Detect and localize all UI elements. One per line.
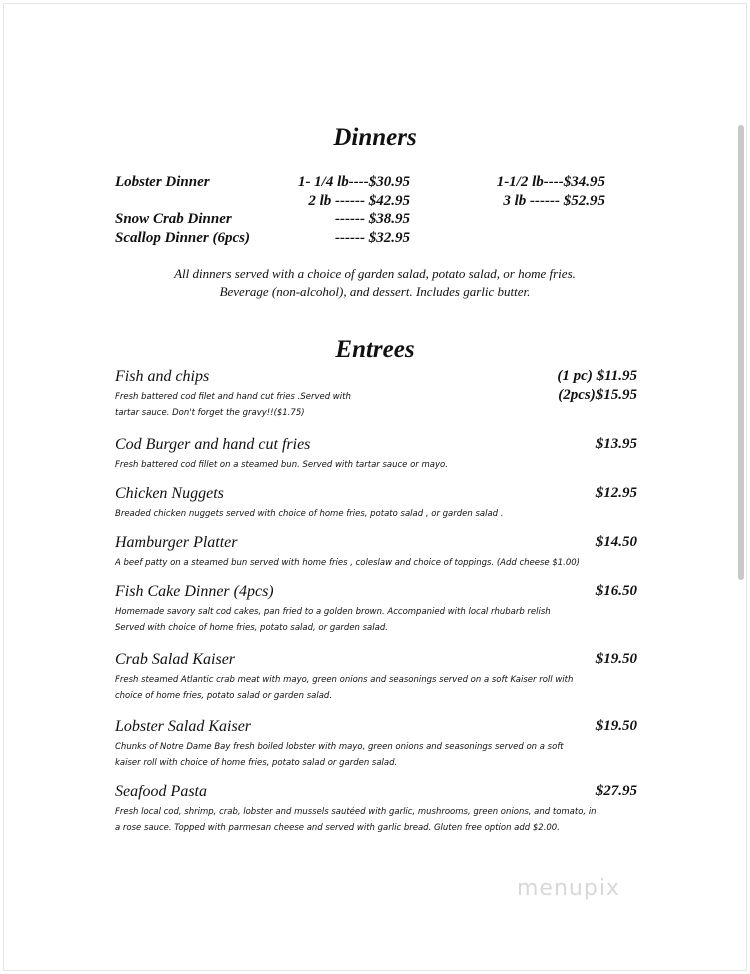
scrollbar[interactable]	[738, 125, 744, 580]
menu-item	[115, 484, 637, 522]
item-name: Crab Salad Kaiser	[115, 651, 236, 668]
menu-item	[115, 650, 637, 704]
menu-item	[115, 533, 637, 571]
desc-line: choice of home fries, potato salad or garden salad.	[115, 691, 333, 701]
dinners-note: Beverage (non-alcohol), and dessert. Includes garlic butter.	[219, 284, 531, 299]
dinner-name: Snow Crab Dinner	[115, 211, 232, 227]
dinners-heading: Dinners	[333, 124, 417, 151]
item-description: A beef patty on a steamed bun served with home fries , coleslaw and choice of toppings. (Add cheese $1.00)	[115, 558, 580, 568]
menu-item	[115, 717, 637, 771]
dinner-price: 1- 1/4 lb----$30.95	[297, 174, 410, 190]
desc-line: Homemade savory salt cod cakes, pan fried to a golden brown. Accompanied with local rhubarb relish	[115, 607, 551, 617]
item-price	[557, 367, 637, 405]
item-description	[115, 604, 637, 636]
item-price: $13.95	[595, 436, 637, 452]
entrees-heading: Entrees	[335, 336, 415, 363]
item-description: Breaded chicken nuggets served with choice of home fries, potato salad , or garden salad .	[115, 509, 504, 519]
item-price: $27.95	[595, 783, 637, 799]
dinner-price: ------ $38.95	[335, 211, 410, 227]
dinner-name: Scallop Dinner (6pcs)	[115, 230, 250, 246]
item-name: Chicken Nuggets	[115, 485, 224, 502]
item-name: Fish and chips	[115, 368, 210, 385]
menu-item	[115, 435, 637, 473]
desc-line: Served with choice of home fries, potato salad, or garden salad.	[115, 623, 388, 633]
desc-line: Fresh battered cod filet and hand cut fries .Served with	[115, 392, 351, 402]
desc-line: Chunks of Notre Dame Bay fresh boiled lobster with mayo, green onions and seasonings served on a soft	[115, 742, 564, 752]
item-description	[115, 804, 637, 836]
item-price-2pcs: (2pcs)$15.95	[558, 387, 637, 403]
item-price: $19.50	[595, 651, 637, 667]
item-price: $14.50	[595, 534, 637, 550]
dinner-price: 3 lb ------ $52.95	[503, 193, 605, 209]
item-price-1pc: (1 pc) $11.95	[557, 368, 637, 384]
item-name: Hamburger Platter	[115, 534, 238, 551]
menu-item	[115, 582, 637, 636]
dinner-price: ------ $32.95	[335, 230, 410, 246]
item-name: Lobster Salad Kaiser	[115, 718, 252, 735]
dinner-name: Lobster Dinner	[115, 174, 210, 190]
item-price: $12.95	[595, 485, 637, 501]
dinner-price: 1-1/2 lb----$34.95	[496, 174, 605, 190]
item-name: Seafood Pasta	[115, 783, 207, 800]
menu-item	[115, 782, 637, 836]
item-description: Fresh battered cod fillet on a steamed bun. Served with tartar sauce or mayo.	[115, 460, 448, 470]
item-price: $19.50	[595, 718, 637, 734]
item-name: Cod Burger and hand cut fries	[115, 436, 311, 453]
item-description	[115, 672, 637, 704]
desc-line: a rose sauce. Topped with parmesan cheese and served with garlic bread. Gluten free option add $2.00.	[115, 823, 560, 833]
item-description	[115, 739, 637, 771]
desc-line: Fresh steamed Atlantic crab meat with mayo, green onions and seasonings served on a soft Kaiser roll with	[115, 675, 574, 685]
watermark: menupix	[517, 876, 620, 901]
desc-line: tartar sauce. Don't forget the gravy!!($1.75)	[115, 408, 305, 418]
item-price: $16.50	[595, 583, 637, 599]
dinners-note: All dinners served with a choice of garden salad, potato salad, or home fries.	[174, 266, 576, 281]
desc-line: Fresh local cod, shrimp, crab, lobster and mussels sautéed with garlic, mushrooms, green onions, and tomato, in	[115, 807, 597, 817]
menu-item	[115, 367, 637, 421]
desc-line: kaiser roll with choice of home fries, potato salad or garden salad.	[115, 758, 398, 768]
dinner-price: 2 lb ------ $42.95	[308, 193, 410, 209]
item-name: Fish Cake Dinner (4pcs)	[115, 583, 274, 600]
